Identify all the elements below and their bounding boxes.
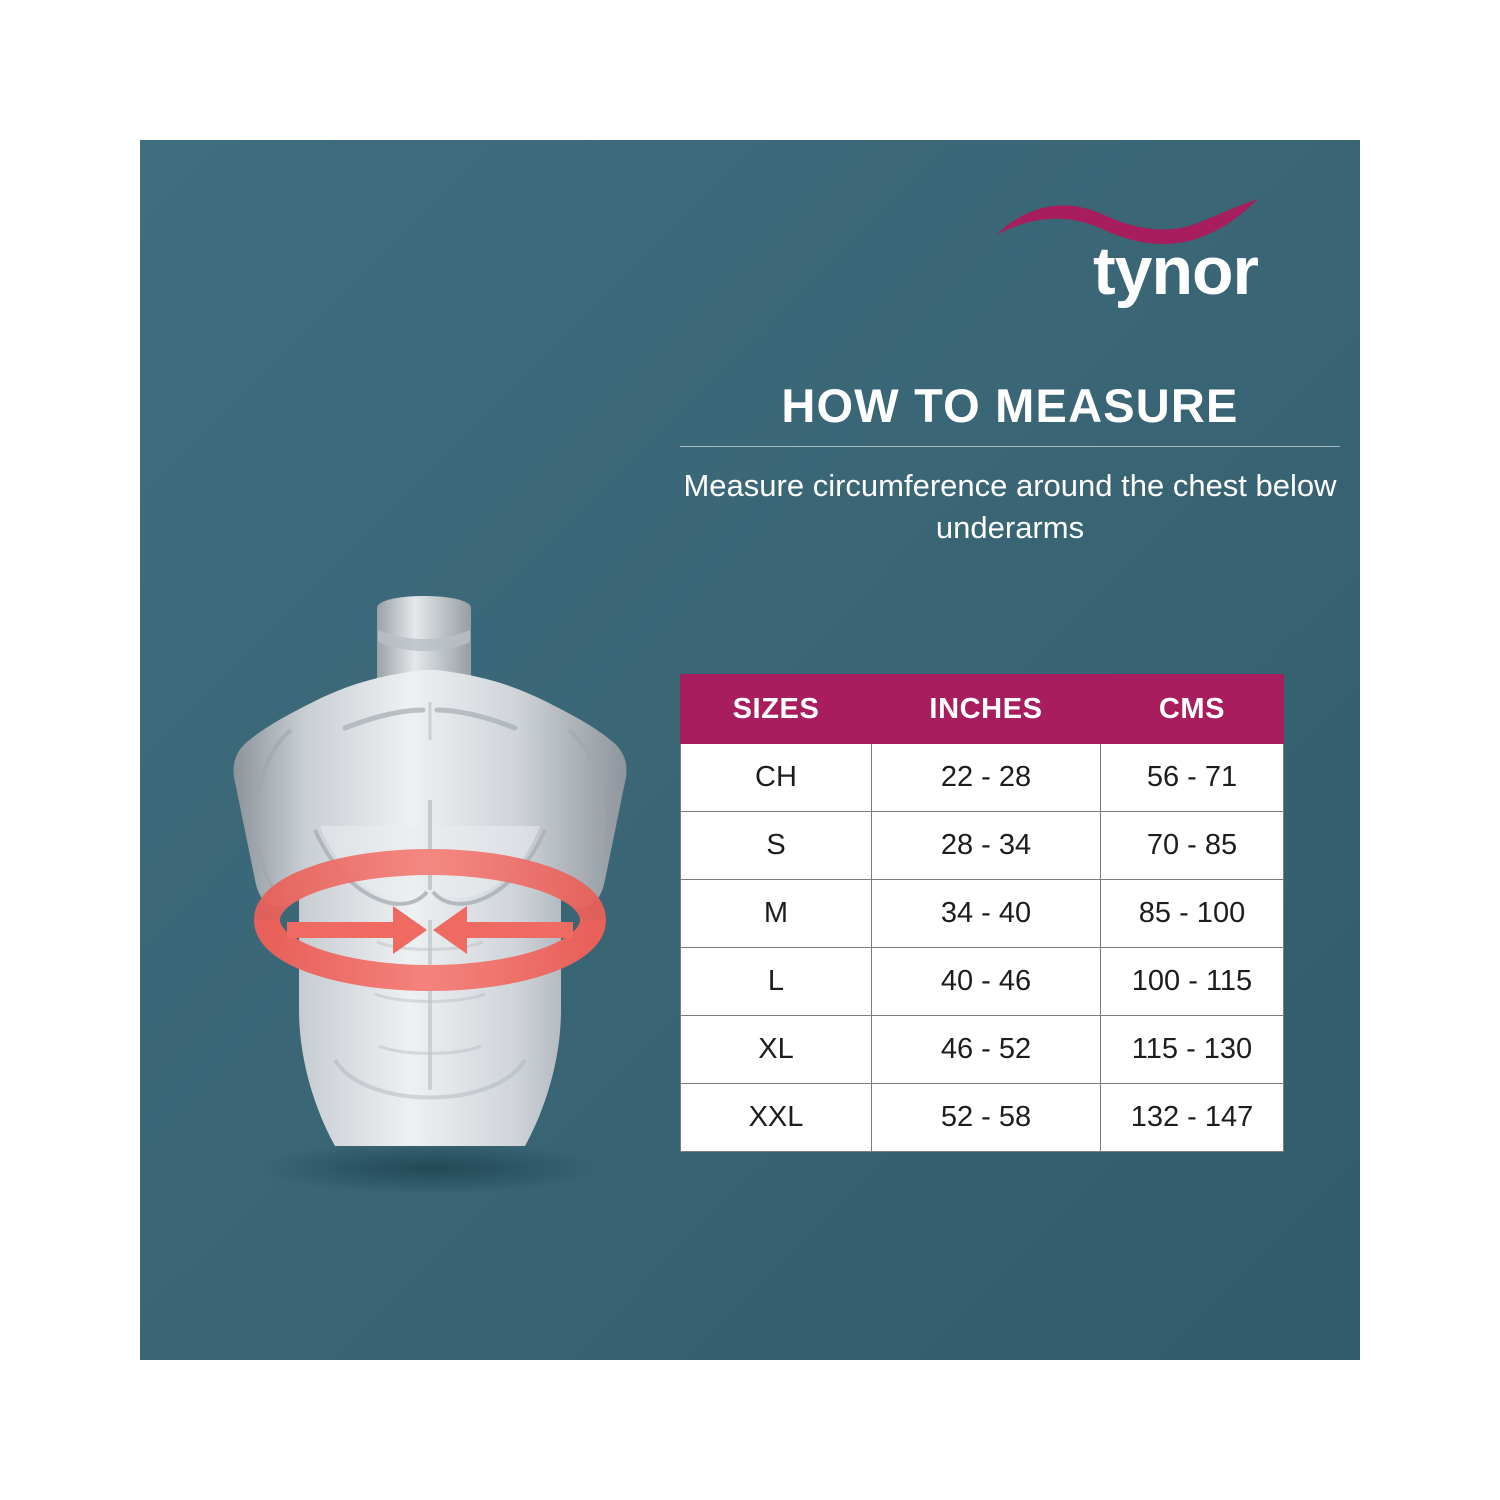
table-row — [681, 744, 1284, 812]
cell-inches: 52 - 58 — [872, 1084, 1101, 1152]
cell-cms: 132 - 147 — [1101, 1084, 1284, 1152]
table-header-row — [681, 675, 1284, 744]
table-row — [681, 1084, 1284, 1152]
heading-block — [680, 380, 1340, 548]
cell-inches: 46 - 52 — [872, 1016, 1101, 1084]
column-header-inches: INCHES — [872, 675, 1101, 744]
table-header — [681, 675, 1284, 744]
table-row — [681, 948, 1284, 1016]
cell-size: M — [681, 880, 872, 948]
cell-cms: 70 - 85 — [1101, 812, 1284, 880]
table-row — [681, 812, 1284, 880]
cell-size: S — [681, 812, 872, 880]
brand-wordmark: tynor — [1093, 233, 1258, 309]
heading-subtitle: Measure circumference around the chest below underarms — [683, 467, 1337, 545]
page-title: HOW TO MEASURE — [781, 379, 1239, 432]
cell-size: XXL — [681, 1084, 872, 1152]
table-row — [681, 1016, 1284, 1084]
column-header-cms: CMS — [1101, 675, 1284, 744]
cell-inches: 28 - 34 — [872, 812, 1101, 880]
brand-logo — [950, 185, 1280, 335]
heading-divider — [680, 446, 1340, 447]
table-body — [681, 744, 1284, 1152]
cell-cms: 85 - 100 — [1101, 880, 1284, 948]
cell-size: XL — [681, 1016, 872, 1084]
table-row — [681, 880, 1284, 948]
cell-cms: 100 - 115 — [1101, 948, 1284, 1016]
cell-size: L — [681, 948, 872, 1016]
cell-cms: 56 - 71 — [1101, 744, 1284, 812]
cell-inches: 40 - 46 — [872, 948, 1101, 1016]
size-chart-card — [140, 140, 1360, 1360]
column-header-sizes: SIZES — [681, 675, 872, 744]
torso-figure-icon — [195, 590, 655, 1210]
cell-size: CH — [681, 744, 872, 812]
size-chart-table — [680, 674, 1284, 1152]
cell-cms: 115 - 130 — [1101, 1016, 1284, 1084]
cell-inches: 34 - 40 — [872, 880, 1101, 948]
cell-inches: 22 - 28 — [872, 744, 1101, 812]
torso-illustration — [195, 590, 655, 1210]
